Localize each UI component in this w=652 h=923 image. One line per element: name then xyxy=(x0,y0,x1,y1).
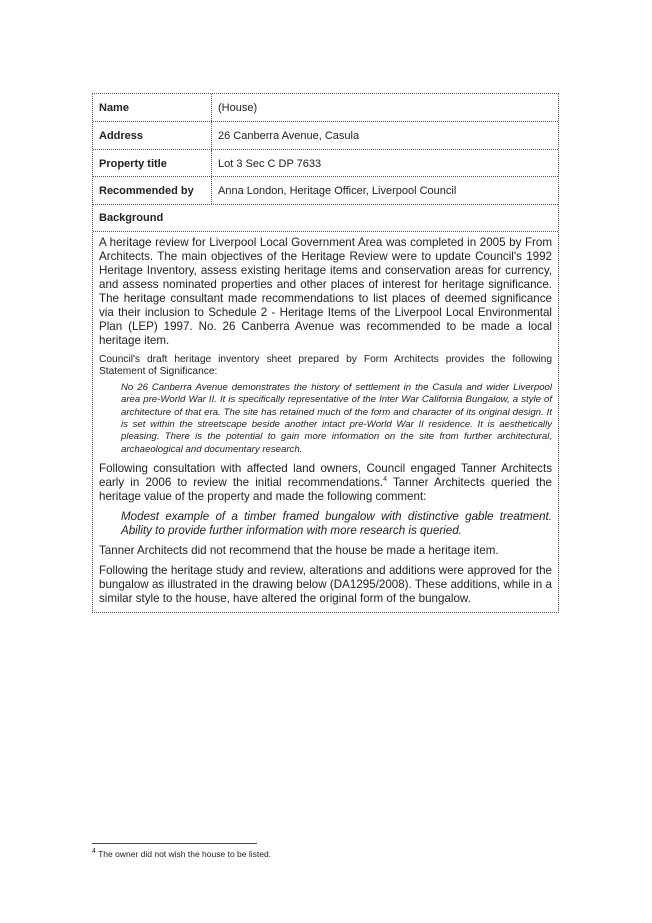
table-row-recommended-by xyxy=(93,177,558,205)
row-value: 26 Canberra Avenue, Casula xyxy=(218,130,360,142)
paragraph-tanner-review xyxy=(99,462,552,504)
table-row-address xyxy=(93,122,558,150)
paragraph-alterations: Following the heritage study and review, alterations and additions were approved for the bungalow as illustrated in the drawing below (DA1295/2008). These additions, while in a similar style to the house, have altered the original form of the bungalow. xyxy=(99,564,552,606)
quote-tanner-comment: Modest example of a timber framed bungalow with distinctive gable treatment. Ability to provide further information with more research is queried. xyxy=(121,510,552,538)
footnote-divider xyxy=(92,843,257,844)
paragraph-not-recommended: Tanner Architects did not recommend that the house be made a heritage item. xyxy=(99,544,499,558)
footnote-text: The owner did not wish the house to be listed. xyxy=(95,849,272,859)
heritage-info-table xyxy=(92,93,559,613)
row-value: (House) xyxy=(218,102,258,114)
table-row-name xyxy=(93,94,558,122)
table-row-property-title xyxy=(93,150,558,177)
paragraph-tanner-review-text-cont: Tanner Architects queried the heritage value of the property and made the following comment: xyxy=(99,476,552,504)
row-label: Address xyxy=(93,122,212,149)
background-body xyxy=(93,232,558,612)
row-label: Property title xyxy=(93,150,212,176)
row-value: Anna London, Heritage Officer, Liverpool Council xyxy=(218,185,457,197)
quote-statement-of-significance: No 26 Canberra Avenue demonstrates the history of settlement in the Casula and wider Liverpool area pre-World War II. It is specifically representative of the Inter War California Bungalow, a style of architecture of that era. The site has retained much of the form and character of its original design. It is set within the streetscape beside another intact pre-World War II residence. It is aesthetically pleasing. There is the potential to gain more information on the site from further architectural, archaeological and documentary research. xyxy=(121,381,552,455)
paragraph-review: A heritage review for Liverpool Local Government Area was completed in 2005 by From Architects. The main objectives of the Heritage Review were to update Council's 1992 Heritage Inventory, assess existing heritage items and conservation areas for currency, and assess nominated properties and other places of interest for heritage significance. The heritage consultant made recommendations to list places of deemed significance via their inclusion to Schedule 2 - Heritage Items of the Liverpool Local Environmental Plan (LEP) 1997. No. 26 Canberra Avenue was recommended to be made a local heritage item. xyxy=(99,236,552,347)
row-label: Recommended by xyxy=(93,177,212,204)
paragraph-inventory-sheet: Council's draft heritage inventory sheet prepared by Form Architects provides the following Statement of Significance: xyxy=(99,354,552,378)
footnote xyxy=(92,849,271,859)
row-value: Lot 3 Sec C DP 7633 xyxy=(218,158,322,170)
background-heading: Background xyxy=(93,205,558,232)
footnote-ref: 4 xyxy=(383,476,388,484)
paragraph-tanner-review-text: Following consultation with affected land owners, Council engaged Tanner Architects early in 2006 to review the initial recommendations. xyxy=(99,462,552,490)
footnote-number: 4 xyxy=(92,848,96,856)
row-label: Name xyxy=(93,94,212,121)
